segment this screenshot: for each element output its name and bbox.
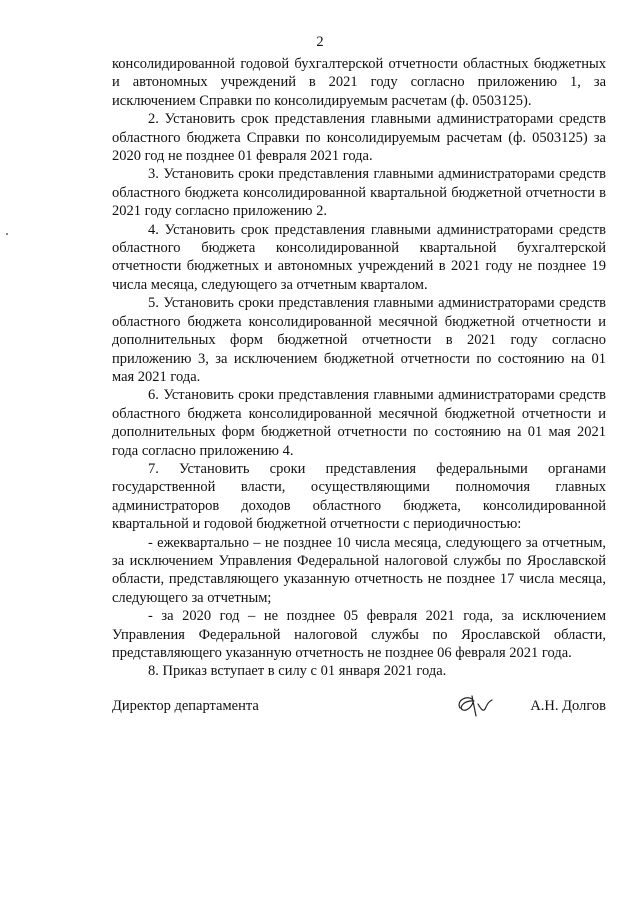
paragraph-item-6: 6. Установить сроки представления главными администраторами средств областного бюджета консолидированной месячной бюджетной отчетности и дополнительных форм бюджетной отчетности по состоянию на 01 мая 2021 года согласно приложению 4. [112, 387, 606, 459]
paragraph-item-3: 3. Установить сроки представления главными администраторами средств областного бюджета консолидированной квартальной бюджетной отчетности в 2021 году согласно приложению 2. [112, 166, 606, 220]
paragraph-item-7: 7. Установить сроки представления федеральными органами государственной власти, осуществляющими полномочия главных администраторов доходов областного бюджета, консолидированной квартальной и годовой бюджетной отчетности с периодичностью: [112, 460, 606, 533]
signature-block [112, 698, 606, 720]
handwritten-signature [452, 691, 496, 721]
document-body [112, 55, 606, 681]
signatory-position: Директор департамента [112, 698, 259, 714]
paragraph-item-5: 5. Установить сроки представления главными администраторами средств областного бюджета консолидированной месячной бюджетной отчетности и дополнительных форм бюджетной отчетности в 2021 году согласно приложению 3, за исключением бюджетной отчетности по состоянию на 01 мая 2021 года. [112, 295, 606, 385]
signatory-name: А.Н. Долгов [530, 698, 606, 714]
list-item-quarterly: - ежеквартально – не позднее 10 числа месяца, следующего за отчетным, за исключением Управления Федеральной налоговой службы по Ярославской области, представляющего указанную отчетность не позднее 17 числа месяца, следующего за отчетным; [112, 534, 606, 606]
page-number: 2 [316, 34, 324, 50]
list-item-annual-2020: - за 2020 год – не позднее 05 февраля 2021 года, за исключением Управления Федеральной налоговой службы по Ярославской области, представляющего указанную отчетность не позднее 06 февраля 2021 года. [112, 608, 606, 661]
paragraph-item-4: 4. Установить срок представления главными администраторами средств областного бюджета консолидированной квартальной бухгалтерской отчетности бюджетных и автономных учреждений в 2021 году не позднее 19 числа месяца, следующего за отчетным кварталом. [112, 221, 606, 293]
paragraph-continuation: консолидированной годовой бухгалтерской отчетности областных бюджетных и автономных учреждений в 2021 году согласно приложению 1, за исключением Справки по консолидируемым расчетам (ф. 0503125). [112, 56, 606, 109]
paragraph-item-2: 2. Установить срок представления главными администраторами средств областного бюджета Справки по консолидируемым расчетам (ф. 0503125) за 2020 год не позднее 01 февраля 2021 года. [112, 111, 606, 165]
scan-mark [6, 233, 8, 235]
paragraph-item-8: 8. Приказ вступает в силу с 01 января 2021 года. [148, 663, 447, 680]
